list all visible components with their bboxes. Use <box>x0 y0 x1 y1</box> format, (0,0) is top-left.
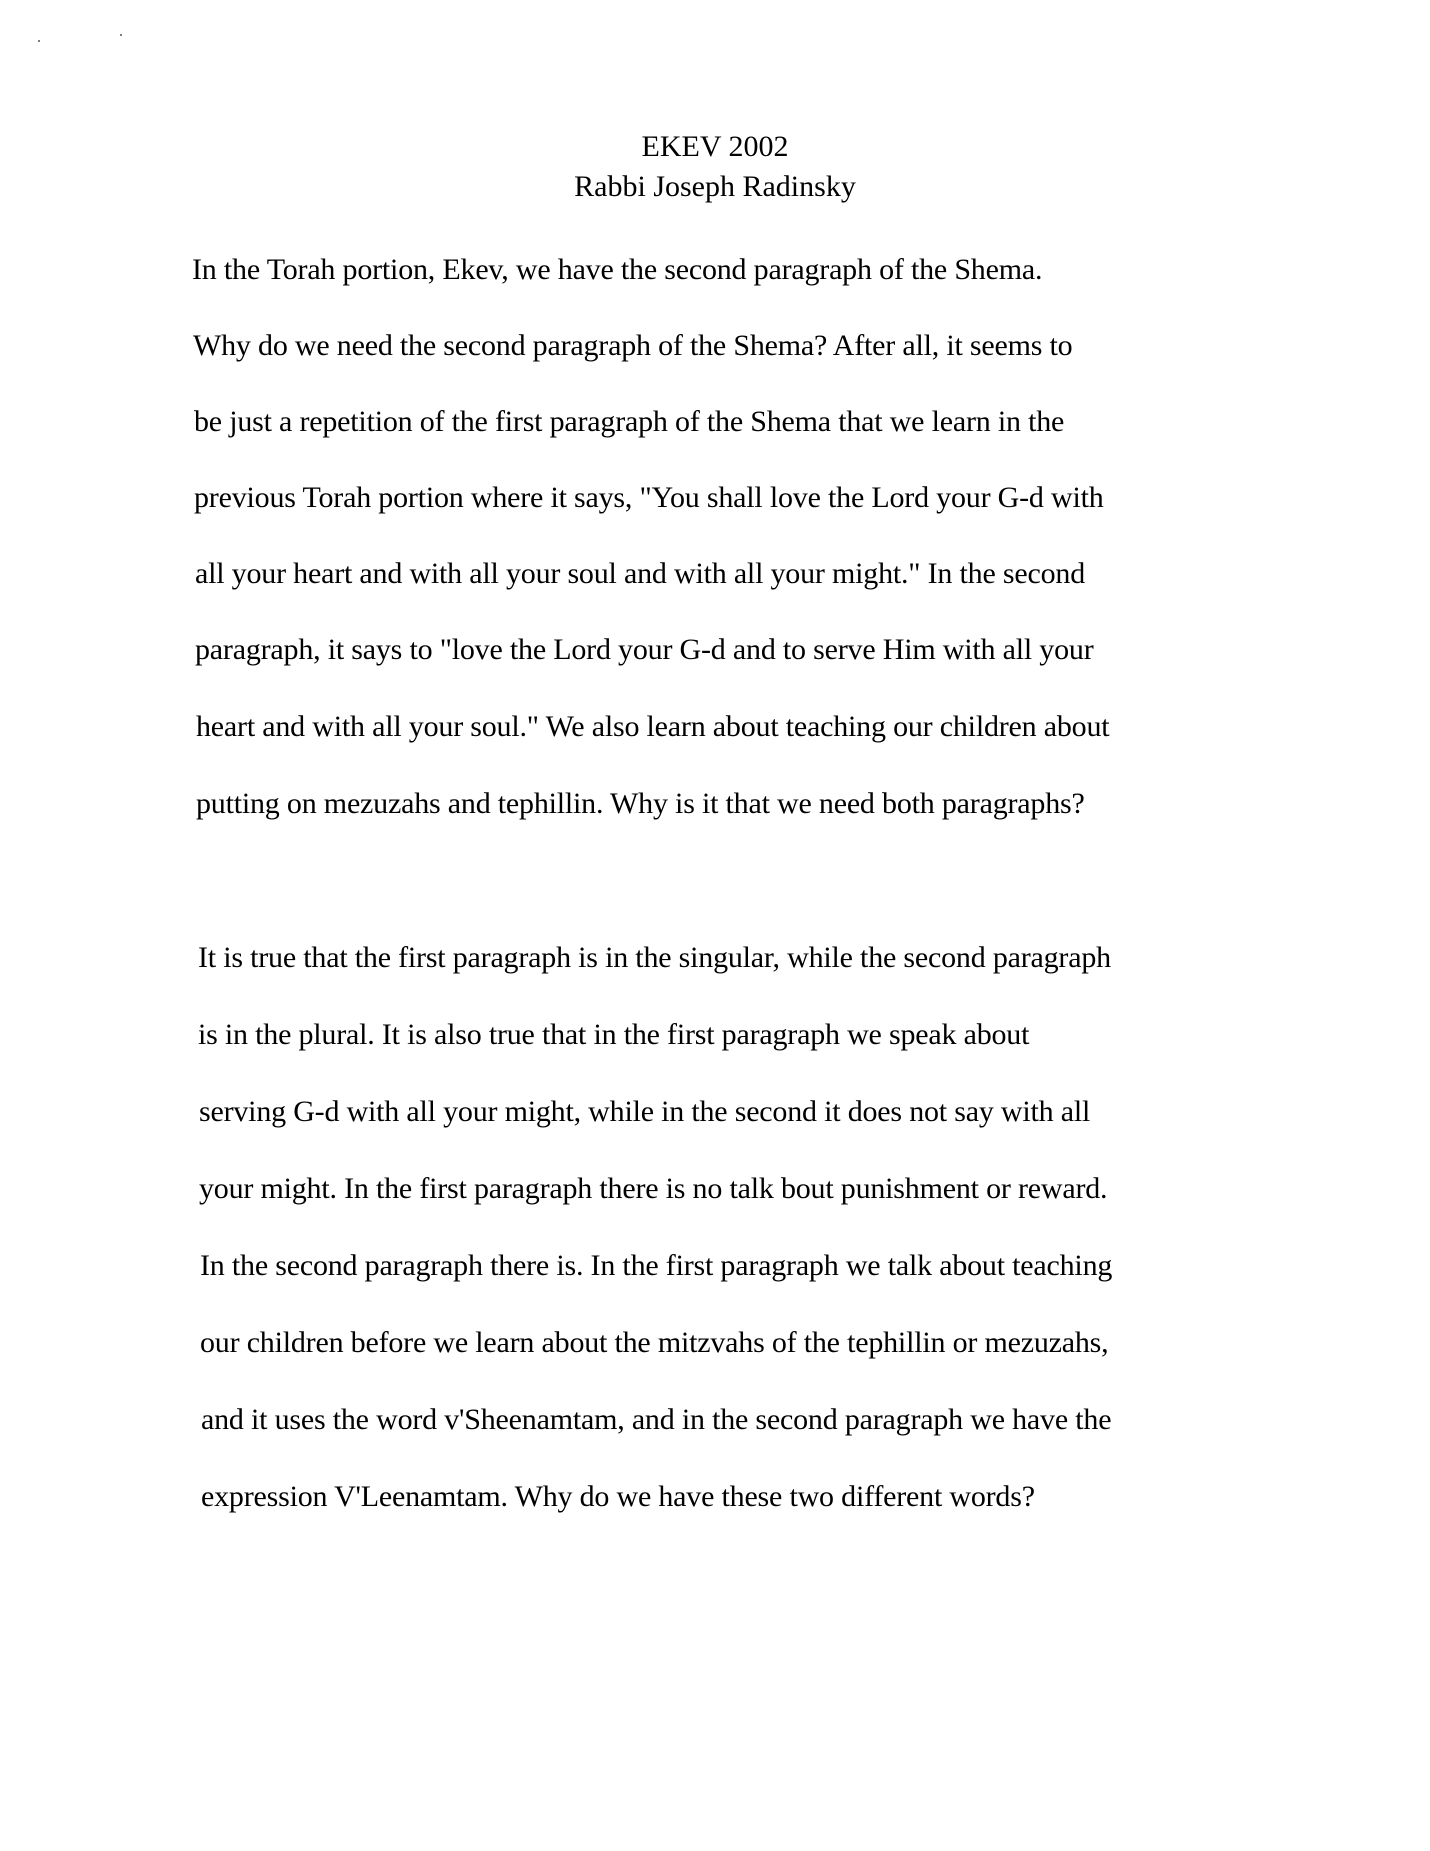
paragraph-line: It is true that the first paragraph is in the singular, while the second paragraph <box>198 941 1111 974</box>
paragraph-line: In the Torah portion, Ekev, we have the second paragraph of the Shema. <box>192 253 1043 286</box>
paragraph-line: is in the plural. It is also true that in the first paragraph we speak about <box>198 1018 1030 1051</box>
scan-speck <box>120 34 122 36</box>
paragraph-line: paragraph, it says to "love the Lord your G-d and to serve Him with all your <box>195 633 1094 666</box>
paragraph-line: and it uses the word v'Sheenamtam, and in the second paragraph we have the <box>201 1403 1112 1436</box>
paragraph-line: putting on mezuzahs and tephillin. Why is it that we need both paragraphs? <box>196 787 1085 820</box>
paragraph-line: our children before we learn about the mitzvahs of the tephillin or mezuzahs, <box>200 1326 1109 1359</box>
document-title: EKEV 2002 <box>641 130 789 163</box>
paragraph-line: previous Torah portion where it says, "You shall love the Lord your G-d with <box>194 481 1104 514</box>
paragraph-line: be just a repetition of the first paragraph of the Shema that we learn in the <box>194 405 1065 438</box>
paragraph-line: all your heart and with all your soul and with all your might." In the second <box>195 557 1085 590</box>
scan-speck <box>38 40 40 42</box>
paragraph-line: Why do we need the second paragraph of the Shema? After all, it seems to <box>193 329 1073 362</box>
document-author: Rabbi Joseph Radinsky <box>574 170 856 203</box>
paragraph-line: serving G-d with all your might, while in the second it does not say with all <box>199 1095 1091 1128</box>
paragraph-line: expression V'Leenamtam. Why do we have these two different words? <box>201 1480 1035 1513</box>
paragraph-line: In the second paragraph there is. In the first paragraph we talk about teaching <box>200 1249 1113 1282</box>
paragraph-line: your might. In the first paragraph there is no talk bout punishment or reward. <box>199 1172 1108 1205</box>
paragraph-line: heart and with all your soul." We also learn about teaching our children about <box>196 710 1110 743</box>
